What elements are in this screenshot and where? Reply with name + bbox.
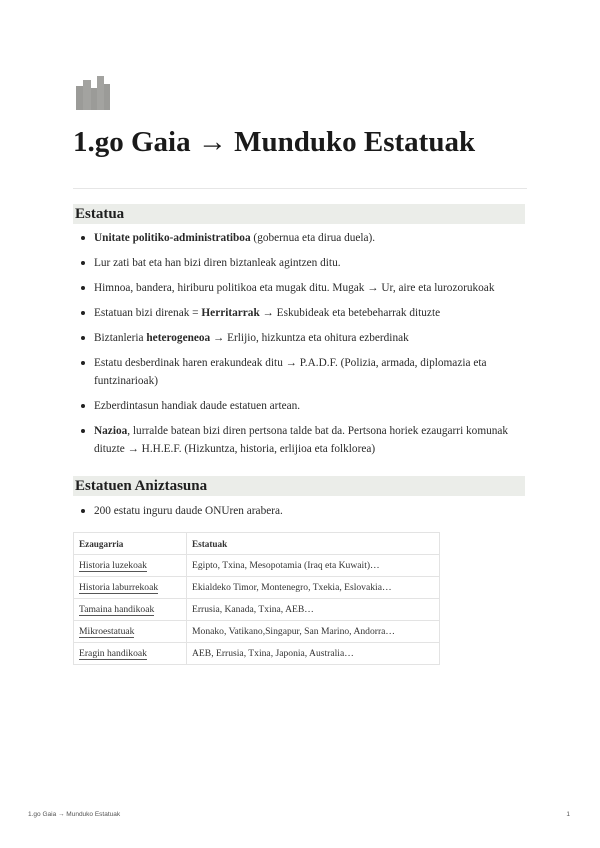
table-cell-estatuak: Egipto, Txina, Mesopotamia (Iraq eta Kuwait)… <box>187 555 440 577</box>
footer-page-number: 1 <box>566 811 570 818</box>
estatua-list <box>79 229 519 465</box>
table-header-ezaugarria: Ezaugarria <box>74 533 187 555</box>
ezaugarria-link[interactable]: Historia luzekoak <box>79 560 147 571</box>
list-item: Lur zati bat eta han bizi diren biztanleak agintzen ditu. <box>79 254 519 272</box>
table-header-estatuak: Estatuak <box>187 533 440 555</box>
table-row <box>74 621 440 643</box>
table-cell-ezaugarria <box>74 555 187 577</box>
list-item: Nazioa, lurralde batean bizi diren pertsona talde bat da. Pertsona horiek ezaugarri komunak dituzte → H.H.E.F. (Hizkuntza, historia, erlijioa eta folklorea) <box>79 422 519 458</box>
table-row <box>74 643 440 665</box>
table-row <box>74 599 440 621</box>
table-cell-estatuak: AEB, Errusia, Txina, Japonia, Australia… <box>187 643 440 665</box>
list-item: Estatuan bizi direnak = Herritarrak → Eskubideak eta betebeharrak dituzte <box>79 304 519 322</box>
ezaugarria-link[interactable]: Eragin handikoak <box>79 648 147 659</box>
ezaugarria-link[interactable]: Tamaina handikoak <box>79 604 155 615</box>
list-item: Ezberdintasun handiak daude estatuen artean. <box>79 397 519 415</box>
page-icon <box>76 76 110 110</box>
footer-title: 1.go Gaia → Munduko Estatuak <box>28 811 121 818</box>
table-header-row <box>74 533 440 555</box>
table-cell-ezaugarria <box>74 577 187 599</box>
list-item: Himnoa, bandera, hiriburu politikoa eta mugak ditu. Mugak → Ur, aire eta lurozorukoak <box>79 279 519 297</box>
ezaugarria-link[interactable]: Historia laburrekoak <box>79 582 159 593</box>
table-cell-estatuak: Ekialdeko Timor, Montenegro, Txekia, Eslovakia… <box>187 577 440 599</box>
table-cell-estatuak: Monako, Vatikano,Singapur, San Marino, Andorra… <box>187 621 440 643</box>
table-row <box>74 577 440 599</box>
table-row <box>74 555 440 577</box>
table-cell-ezaugarria <box>74 621 187 643</box>
aniztasuna-list <box>79 502 519 527</box>
table-cell-ezaugarria <box>74 599 187 621</box>
list-item: Biztanleria heterogeneoa → Erlijio, hizkuntza eta ohitura ezberdinak <box>79 329 519 347</box>
table-cell-ezaugarria <box>74 643 187 665</box>
table-cell-estatuak: Errusia, Kanada, Txina, AEB… <box>187 599 440 621</box>
ezaugarria-link[interactable]: Mikroestatuak <box>79 626 135 637</box>
list-item: Unitate politiko-administratiboa (gobernua eta dirua duela). <box>79 229 519 247</box>
list-item: 200 estatu inguru daude ONUren arabera. <box>79 502 519 520</box>
title-divider <box>73 188 527 189</box>
buildings-icon <box>76 76 110 110</box>
estatu-table <box>73 532 440 665</box>
page-title: 1.go Gaia → Munduko Estatuak <box>73 126 476 158</box>
section-heading-estatua: Estatua <box>73 204 525 224</box>
section-heading-aniztasuna: Estatuen Aniztasuna <box>73 476 525 496</box>
list-item: Estatu desberdinak haren erakundeak ditu → P.A.D.F. (Polizia, armada, diplomazia eta funtzinarioak) <box>79 354 519 390</box>
